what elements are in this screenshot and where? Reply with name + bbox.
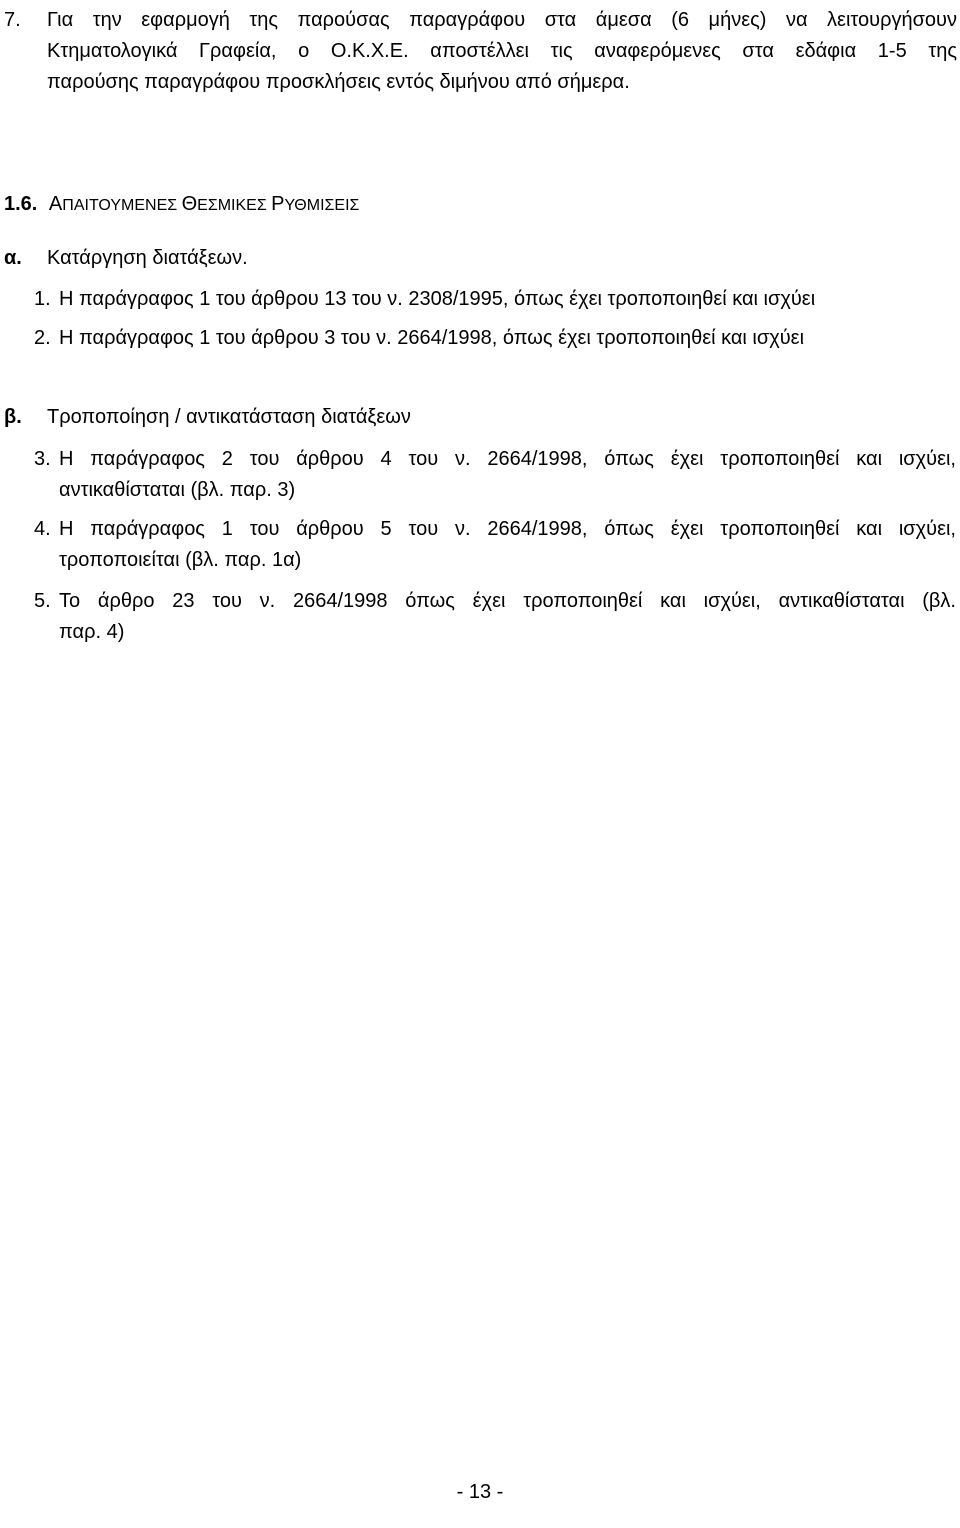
- page-number: - 13 -: [456, 1481, 504, 1503]
- section-title-part: ΥΘΜΙΣΕΙΣ: [284, 197, 360, 214]
- item-7-line-2: Κτηματολογικά Γραφεία, ο Ο.Κ.Χ.Ε. αποστέλλει τις αναφερόμενες στα εδάφια 1-5 της: [47, 40, 957, 62]
- subsection-b-label: β.: [4, 406, 22, 428]
- section-title-part: ΕΣΜΙΚΕΣ: [197, 197, 272, 214]
- item-7-line-1: Για την εφαρμογή της παρούσας παραγράφου στα άμεσα (6 μήνες) να λειτουργήσουν: [47, 9, 957, 31]
- list-item-number: 1.: [34, 288, 51, 310]
- list-item-text: Το άρθρο 23 του ν. 2664/1998 όπως έχει τροποποιηθεί και ισχύει, αντικαθίσταται (βλ.: [59, 590, 956, 612]
- list-item-text: Η παράγραφος 1 του άρθρου 13 του ν. 2308/1995, όπως έχει τροποποιηθεί και ισχύει: [59, 288, 816, 310]
- list-item-number: 3.: [34, 448, 51, 470]
- list-item-text: Η παράγραφος 1 του άρθρου 5 του ν. 2664/1998, όπως έχει τροποποιηθεί και ισχύει,: [59, 518, 956, 540]
- list-item-text-continued: αντικαθίσταται (βλ. παρ. 3): [59, 479, 296, 501]
- section-title-part: Ρ: [271, 193, 285, 215]
- list-item-text-continued: τροποποιείται (βλ. παρ. 1α): [59, 549, 302, 571]
- subsection-a-title: Κατάργηση διατάξεων.: [47, 247, 248, 269]
- list-item-text-continued: παρ. 4): [59, 621, 125, 643]
- subsection-b-title: Τροποποίηση / αντικατάσταση διατάξεων: [47, 406, 411, 428]
- list-item-number: 4.: [34, 518, 51, 540]
- item-7-number: 7.: [4, 9, 21, 31]
- section-title-part: ΠΑΙΤΟΥΜΕΝΕΣ: [62, 197, 182, 214]
- list-item-number: 2.: [34, 327, 51, 349]
- item-7-line-3: παρούσης παραγράφου προσκλήσεις εντός διμήνου από σήμερα.: [47, 71, 630, 93]
- section-title: [49, 193, 359, 215]
- list-item-text: Η παράγραφος 2 του άρθρου 4 του ν. 2664/1998, όπως έχει τροποποιηθεί και ισχύει,: [59, 448, 956, 470]
- list-item-text: Η παράγραφος 1 του άρθρου 3 του ν. 2664/1998, όπως έχει τροποποιηθεί και ισχύει: [59, 327, 805, 349]
- section-heading: [4, 192, 359, 218]
- list-item-number: 5.: [34, 590, 51, 612]
- section-title-part: Θ: [181, 193, 198, 215]
- section-title-part: Α: [48, 193, 63, 215]
- section-number: 1.6.: [4, 193, 38, 215]
- subsection-a-label: α.: [4, 247, 22, 269]
